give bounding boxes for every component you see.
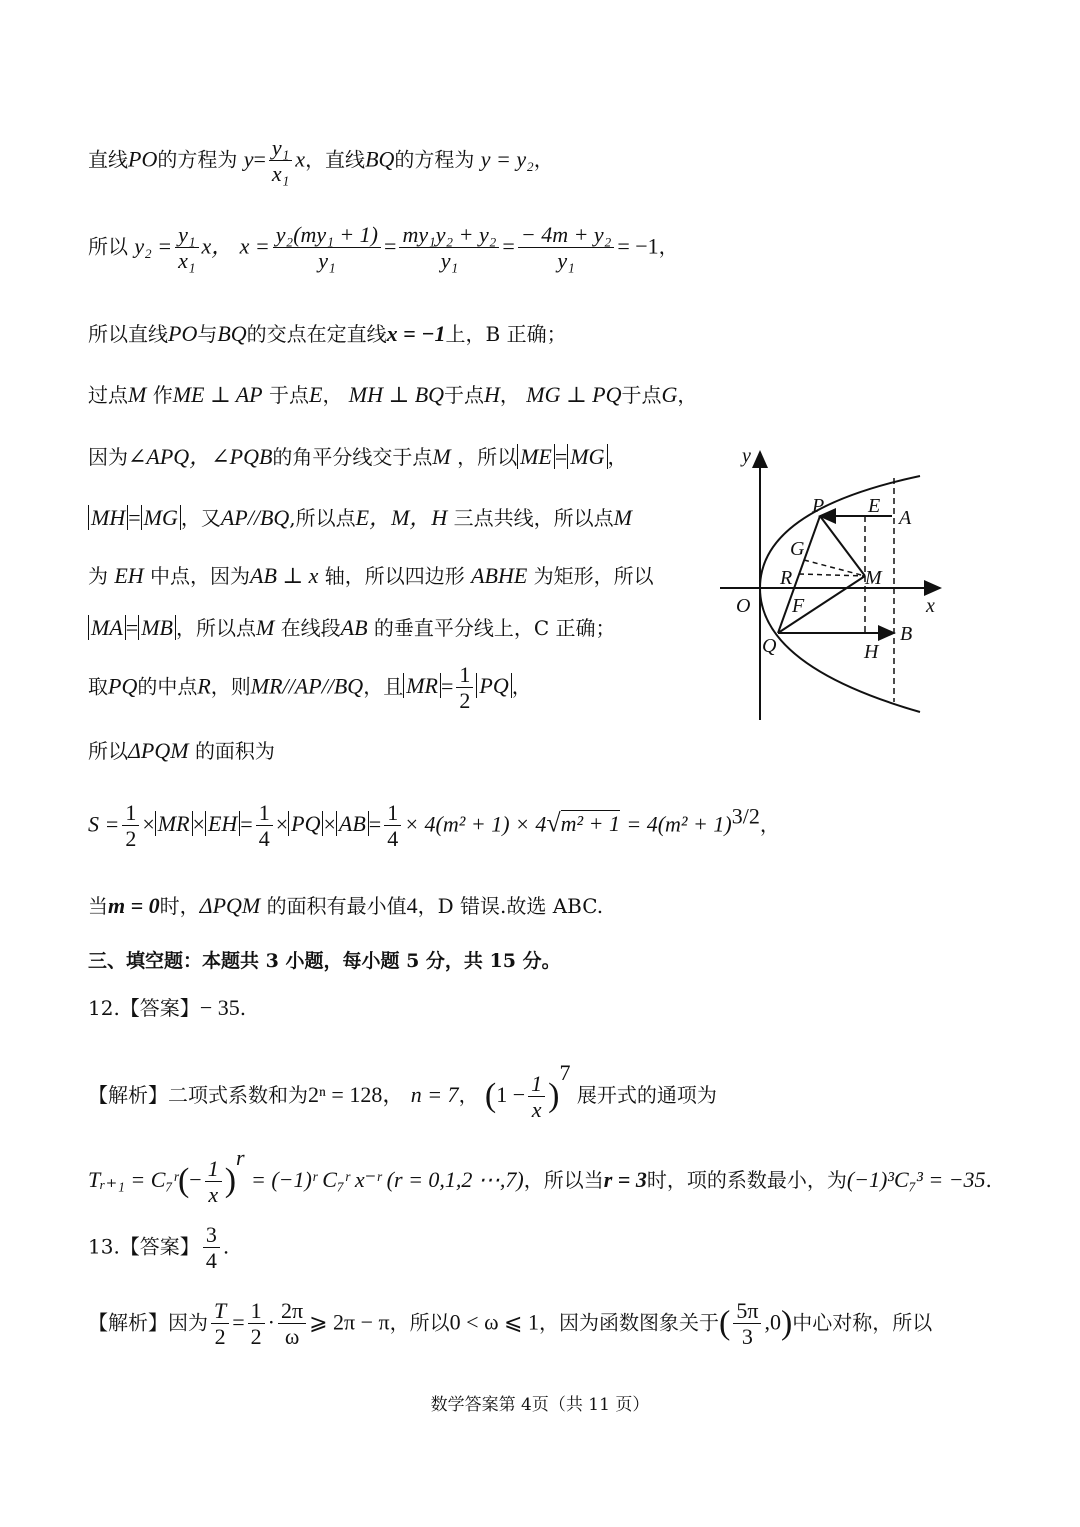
denominator: x (531, 1097, 542, 1122)
text: 过点 (88, 383, 128, 407)
text: ， (607, 445, 628, 469)
numerator: − 4m + y₂ (518, 222, 615, 248)
math: Tᵣ₊₁ = C₇ʳ (88, 1167, 178, 1192)
math: R (197, 673, 211, 699)
math: × 4(m² + 1) × 4 (404, 811, 547, 837)
numerator: 5π (733, 1298, 761, 1324)
line-4 (88, 382, 697, 408)
denominator: x₁ (178, 248, 196, 274)
math: x (295, 146, 306, 172)
math: = (368, 811, 382, 837)
line-10 (88, 738, 275, 764)
text: ， (658, 234, 679, 259)
math: y = y₂ (480, 146, 534, 172)
text: 上，B 正确； (445, 322, 567, 346)
denominator: 3 (741, 1324, 753, 1350)
text: ， (533, 147, 554, 172)
abs-value: PQ (288, 811, 323, 836)
math: y₂ = (134, 233, 173, 259)
label-o: O (736, 595, 751, 617)
math: ABHE (471, 563, 528, 588)
text: ，又 (180, 506, 221, 530)
text: ， (322, 383, 343, 407)
text: 12.【答案】 (88, 996, 200, 1020)
abs-value: ME (517, 444, 555, 469)
math: 4 (406, 893, 418, 918)
paren: ) (224, 1162, 237, 1200)
paren: ) (548, 1077, 560, 1115)
line-1 (88, 135, 554, 187)
math: m² + 1 (560, 811, 621, 837)
segment-pm (820, 516, 865, 576)
math: E，M，H (355, 505, 448, 530)
math: AB ⊥ x (250, 563, 319, 588)
fraction (175, 222, 198, 274)
math: PQ (108, 673, 138, 699)
label-f: F (792, 595, 805, 617)
fraction (456, 662, 473, 714)
numerator: 1 (248, 1298, 265, 1324)
text: ，直线 (305, 147, 366, 172)
text: ， (511, 674, 532, 699)
text: 所以 (88, 739, 128, 763)
text: ，所以点 (175, 616, 256, 640)
segment-rm (799, 574, 865, 576)
math: = (−1)ʳ C₇ʳ x⁻ʳ (r = 0,1,2 ⋯,7) (250, 1167, 524, 1192)
text: 的方程为 (157, 147, 238, 172)
math: × (323, 811, 336, 837)
math: ∠APQ，∠PQB (128, 444, 273, 469)
denominator: 2 (250, 1324, 262, 1350)
abs-value: MR (403, 673, 441, 698)
denominator: 4 (258, 826, 270, 852)
math: S = (88, 811, 120, 837)
abs-value: MG (567, 444, 607, 469)
text: 与 (197, 322, 218, 346)
abs-value: PQ (476, 673, 511, 698)
math: x = (239, 233, 270, 259)
numerator: 1 (205, 1156, 222, 1182)
text: 三点共线，所以点 (453, 506, 614, 530)
math: r = 3 (603, 1167, 647, 1192)
math: BQ (365, 146, 395, 172)
label-h: H (864, 641, 879, 663)
math: = (128, 505, 141, 530)
line-3 (88, 321, 567, 347)
label-m: M (865, 567, 882, 589)
line-9 (88, 662, 532, 714)
abs-value: MA (88, 615, 126, 640)
math: PO (168, 321, 198, 346)
fraction (399, 222, 499, 274)
label-x: x (926, 595, 935, 617)
text: 为矩形，所以 (533, 564, 654, 588)
math: M (255, 615, 275, 640)
denominator: 2 (125, 826, 137, 852)
exponent: 3/2 (731, 803, 760, 829)
math: AB (340, 615, 368, 640)
text: 于点 (444, 383, 485, 407)
text: 作 (152, 383, 173, 407)
math: H (484, 382, 500, 407)
label-p: P (812, 495, 825, 517)
math: 1 − (496, 1082, 526, 1107)
numerator: 1 (456, 662, 473, 688)
math: M (128, 382, 147, 407)
text: 的面积有最小值 (266, 894, 407, 918)
text: 中心对称，所以 (792, 1310, 933, 1335)
text: 的垂直平分线上，C 正确； (373, 616, 616, 640)
paren: ) (780, 1304, 793, 1342)
answer-12 (88, 995, 246, 1021)
text: 展开式的通项为 (576, 1083, 717, 1107)
math: m = 0 (108, 893, 160, 918)
general-term (88, 1145, 992, 1207)
abs-value: EH (205, 811, 240, 836)
text: 所以直线 (88, 322, 168, 346)
numerator: 1 (122, 800, 139, 826)
math: = (440, 673, 454, 699)
fraction (518, 222, 615, 274)
text: ，且 (363, 674, 404, 699)
text: 时，项的系数最小，为 (646, 1168, 847, 1192)
text: 【解析】二项式系数和为 (88, 1083, 308, 1107)
math: ΔPQM (128, 738, 189, 763)
math: = (502, 233, 515, 259)
fraction (273, 222, 381, 274)
numerator: 3 (203, 1222, 220, 1248)
text: ， (458, 1083, 479, 1107)
abs-value: MB (138, 615, 176, 640)
math: 2ⁿ = 128， (308, 1082, 405, 1107)
math: MR//AP//BQ (250, 673, 364, 699)
math: = 4(m² + 1) (626, 811, 732, 837)
math: = (384, 233, 397, 259)
math: (−1)³C₇³ = −35 (846, 1167, 986, 1192)
math: ΔPQM (199, 893, 261, 918)
abs-value: MG (141, 505, 181, 530)
fraction (269, 135, 292, 187)
denominator: x (208, 1182, 219, 1207)
page-footer: 数学答案第 4页（共 11 页） (430, 1395, 650, 1415)
fraction (278, 1298, 306, 1350)
abs-value: MH (88, 505, 128, 530)
line-7 (88, 563, 654, 589)
numerator: y₁ (269, 135, 292, 161)
denominator: 4 (205, 1248, 217, 1274)
exponent: r (236, 1145, 245, 1170)
abs-value: MR (155, 811, 193, 836)
fraction (211, 1298, 229, 1350)
text: 为 (88, 564, 108, 588)
math: G (661, 382, 678, 407)
math: = (554, 444, 568, 469)
parabola-figure (712, 440, 952, 730)
abs-value: AB (336, 811, 369, 836)
text: 所以 (88, 234, 128, 259)
math: M (613, 505, 632, 530)
explanation-12 (88, 1060, 717, 1122)
denominator: 4 (387, 826, 399, 852)
text: ， (759, 812, 780, 837)
numerator: 1 (256, 800, 273, 826)
line-2 (88, 222, 679, 274)
parabola-curve (760, 476, 920, 712)
math: n = 7 (410, 1082, 459, 1107)
line-11 (88, 800, 780, 852)
text: 【解析】因为 (88, 1310, 208, 1335)
math: BQ (217, 321, 247, 346)
denominator: 2 (214, 1324, 226, 1350)
text: ，D 错误.故选 ABC. (417, 894, 604, 918)
text: ， (677, 383, 698, 407)
math: AP//BQ (220, 505, 290, 530)
text: ，所以当 (523, 1168, 604, 1192)
text: ,所以点 (289, 506, 356, 530)
text: 当 (88, 894, 108, 918)
sqrt-symbol: √ (546, 808, 561, 838)
numerator: 2π (278, 1298, 306, 1324)
label-g: G (790, 538, 805, 560)
numerator: my₁y₂ + y₂ (399, 222, 499, 248)
paren: ( (719, 1304, 731, 1342)
denominator: 2 (459, 688, 471, 714)
line-5 (88, 444, 628, 470)
math: − (189, 1167, 202, 1192)
math: x = −1 (386, 321, 446, 346)
math: × (142, 811, 155, 837)
math: = (240, 811, 253, 837)
text: ，则 (210, 674, 251, 699)
numerator: T (211, 1298, 229, 1324)
text: . (985, 1168, 992, 1192)
label-e: E (868, 495, 881, 517)
fraction (733, 1298, 761, 1350)
math: = (125, 615, 139, 640)
line-8 (88, 615, 616, 641)
text: 因为 (88, 445, 128, 469)
math: × (275, 811, 289, 837)
math: EH (114, 563, 144, 588)
math: MH ⊥ BQ (348, 382, 445, 407)
denominator: y₁ (440, 248, 459, 274)
math: M (432, 444, 451, 469)
label-q: Q (762, 635, 777, 657)
numerator: 1 (528, 1071, 545, 1097)
paren: ( (177, 1162, 190, 1200)
math: = −1 (617, 233, 659, 259)
label-r: R (780, 567, 793, 589)
math: − 35 (199, 995, 240, 1020)
text: 于点 (268, 383, 309, 407)
denominator: y₁ (318, 248, 336, 274)
math: E (308, 382, 323, 407)
fraction (384, 800, 401, 852)
denominator: ω (284, 1324, 300, 1350)
math: × (192, 811, 205, 837)
text: . (239, 996, 247, 1020)
fraction (203, 1222, 220, 1274)
text: 中点，因为 (150, 564, 251, 588)
math: · (267, 1309, 275, 1335)
text: ，所以 (457, 445, 518, 469)
denominator: y₁ (557, 248, 575, 274)
fraction (256, 800, 273, 852)
numerator: 1 (384, 800, 401, 826)
text: ， (499, 383, 520, 407)
answer-13 (88, 1222, 229, 1274)
math: = (253, 146, 266, 172)
text: ，所以 (389, 1310, 450, 1335)
text: ，因为函数图象关于 (539, 1310, 719, 1335)
denominator: x₁ (271, 161, 290, 187)
label-y: y (742, 445, 751, 467)
math: y (243, 146, 254, 172)
fraction (122, 800, 139, 852)
exponent: 7 (559, 1060, 571, 1085)
text: 在线段 (280, 616, 341, 640)
text: 的中点 (137, 674, 198, 699)
text: 时， (159, 894, 200, 918)
text: 直线 (88, 147, 128, 172)
math: ,0 (764, 1309, 781, 1335)
text: 的角平分线交于点 (272, 445, 433, 469)
text: 的交点在定直线 (246, 322, 387, 346)
text: 的方程为 (394, 147, 475, 172)
fraction (528, 1071, 545, 1123)
line-12 (88, 893, 603, 919)
label-b: B (900, 623, 913, 645)
math: 0 < ω ⩽ 1 (449, 1309, 539, 1335)
math: x， (201, 233, 234, 259)
paren: ( (484, 1077, 497, 1115)
numerator: y₂(my₁ + 1) (273, 222, 381, 248)
label-a: A (899, 507, 912, 529)
fraction (248, 1298, 265, 1350)
math: ⩾ 2π − π (309, 1309, 390, 1335)
text: 于点 (621, 383, 662, 407)
section-heading: 三、填空题：本题共 3 小题，每小题 5 分，共 15 分。 (88, 950, 561, 972)
math: = (232, 1309, 245, 1335)
fraction (205, 1156, 222, 1208)
text: . (222, 1234, 230, 1259)
explanation-13 (88, 1298, 932, 1350)
text: 轴，所以四边形 (324, 564, 465, 588)
text: 取 (88, 674, 108, 699)
numerator: y₁ (175, 222, 198, 248)
line-6 (88, 505, 632, 531)
text: 的面积为 (194, 739, 275, 763)
math: MG ⊥ PQ (526, 382, 622, 407)
text: 13.【答案】 (88, 1234, 200, 1259)
math: PO (128, 146, 158, 172)
math: ME ⊥ AP (172, 382, 263, 407)
